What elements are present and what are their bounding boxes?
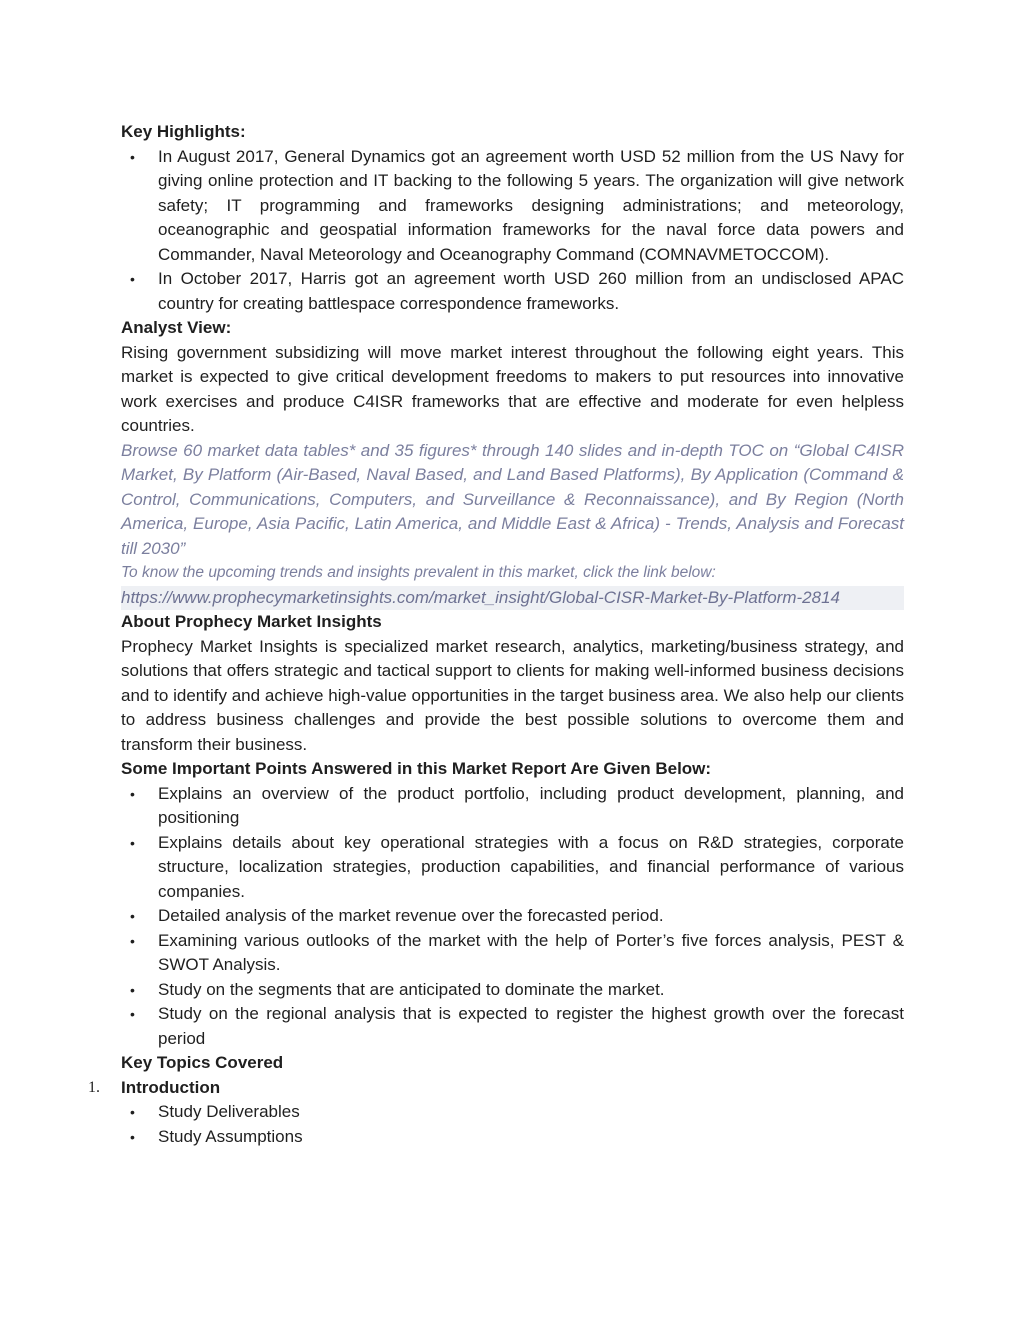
bullet-icon: •	[130, 271, 135, 287]
list-item: • Study on the segments that are anticipated to dominate the market.	[121, 978, 904, 1003]
about-body: Prophecy Market Insights is specialized market research, analytics, marketing/business strategy, and solutions that offers strategic and tactical support to clients for making well-informed business decisions and to identify and achieve high-value opportunities in the target business area. We also help our clients to address business challenges and provide the best possible solutions to overcome them and transform their business.	[121, 636, 904, 754]
bullet-icon: •	[130, 908, 135, 924]
list-item: • In August 2017, General Dynamics got an agreement worth USD 52 million from the US Navy for giving online protection and IT backing to the following 5 years. The organization will give network safety; IT programming and frameworks designing administrations; and meteorology, oceanographic and geospatial information frameworks for the naval force data powers and Commander, Naval Meteorology and Oceanography Command (COMNAVMETOCCOM).	[130, 146, 904, 264]
analyst-view-heading: Analyst View:	[121, 318, 232, 337]
know-trends-text: To know the upcoming trends and insights prevalent in this market, click the link below:	[121, 564, 716, 581]
report-link[interactable]: https://www.prophecymarketinsights.com/market_insight/Global-CISR-Market-By-Platform-2814	[121, 586, 904, 611]
browse-report-text: Browse 60 market data tables* and 35 figures* through 140 slides and in-depth TOC on “Global C4ISR Market, By Platform (Air-Based, Naval Based, and Land Based Platforms), By Application (Command & Control, Communications, Computers, and Surveillance & Reconnaissance), and By Region (North America, Europe, Asia Pacific, Latin America, and Middle East & Africa) - Trends, Analysis and Forecast till 2030”	[121, 440, 904, 558]
list-item: • Study on the regional analysis that is expected to register the highest growth over the forecast period	[130, 1004, 904, 1048]
bullet-icon: •	[130, 1128, 135, 1145]
important-points-heading: Some Important Points Answered in this Market Report Are Given Below:	[121, 759, 712, 778]
list-item: • Study Assumptions	[121, 1125, 904, 1150]
list-item: • Explains details about key operational strategies with a focus on R&D strategies, corporate structure, localization strategies, production capabilities, and financial performance of various companies.	[130, 832, 904, 901]
list-item: • Explains an overview of the product portfolio, including product development, planning, and positioning	[130, 783, 904, 827]
bullet-icon: •	[130, 785, 135, 802]
list-item: • Study Deliverables	[121, 1100, 904, 1125]
section-introduction	[88, 1076, 904, 1101]
key-highlights-list	[121, 145, 904, 317]
list-item: • Examining various outlooks of the market with the help of Porter’s five forces analysis, PEST & SWOT Analysis.	[130, 930, 904, 974]
list-item: • In October 2017, Harris got an agreement worth USD 260 million from an undisclosed APAC country for creating battlespace correspondence frameworks.	[130, 269, 904, 313]
bullet-icon: •	[130, 834, 135, 851]
bullet-icon: •	[130, 981, 135, 998]
bullet-icon: •	[130, 148, 135, 165]
section-title: Introduction	[121, 1077, 221, 1097]
key-topics-heading: Key Topics Covered	[121, 1053, 284, 1072]
bullet-icon: •	[130, 1006, 135, 1022]
bullet-icon: •	[130, 1104, 135, 1120]
list-item: • Detailed analysis of the market revenue over the forecasted period.	[121, 904, 904, 929]
document-page	[88, 120, 904, 1149]
section-number: 1.	[88, 1078, 100, 1096]
important-points-list	[121, 782, 904, 1052]
about-heading: About Prophecy Market Insights	[121, 612, 382, 631]
key-highlights-heading: Key Highlights:	[121, 122, 246, 141]
introduction-list	[121, 1100, 904, 1149]
bullet-icon: •	[130, 932, 135, 949]
analyst-view-body: Rising government subsidizing will move market interest throughout the following eight years. This market is expected to give critical development freedoms to makers to put resources into innovative work exercises and produce C4ISR frameworks that are effective and moderate for even helpless countries.	[121, 342, 904, 435]
